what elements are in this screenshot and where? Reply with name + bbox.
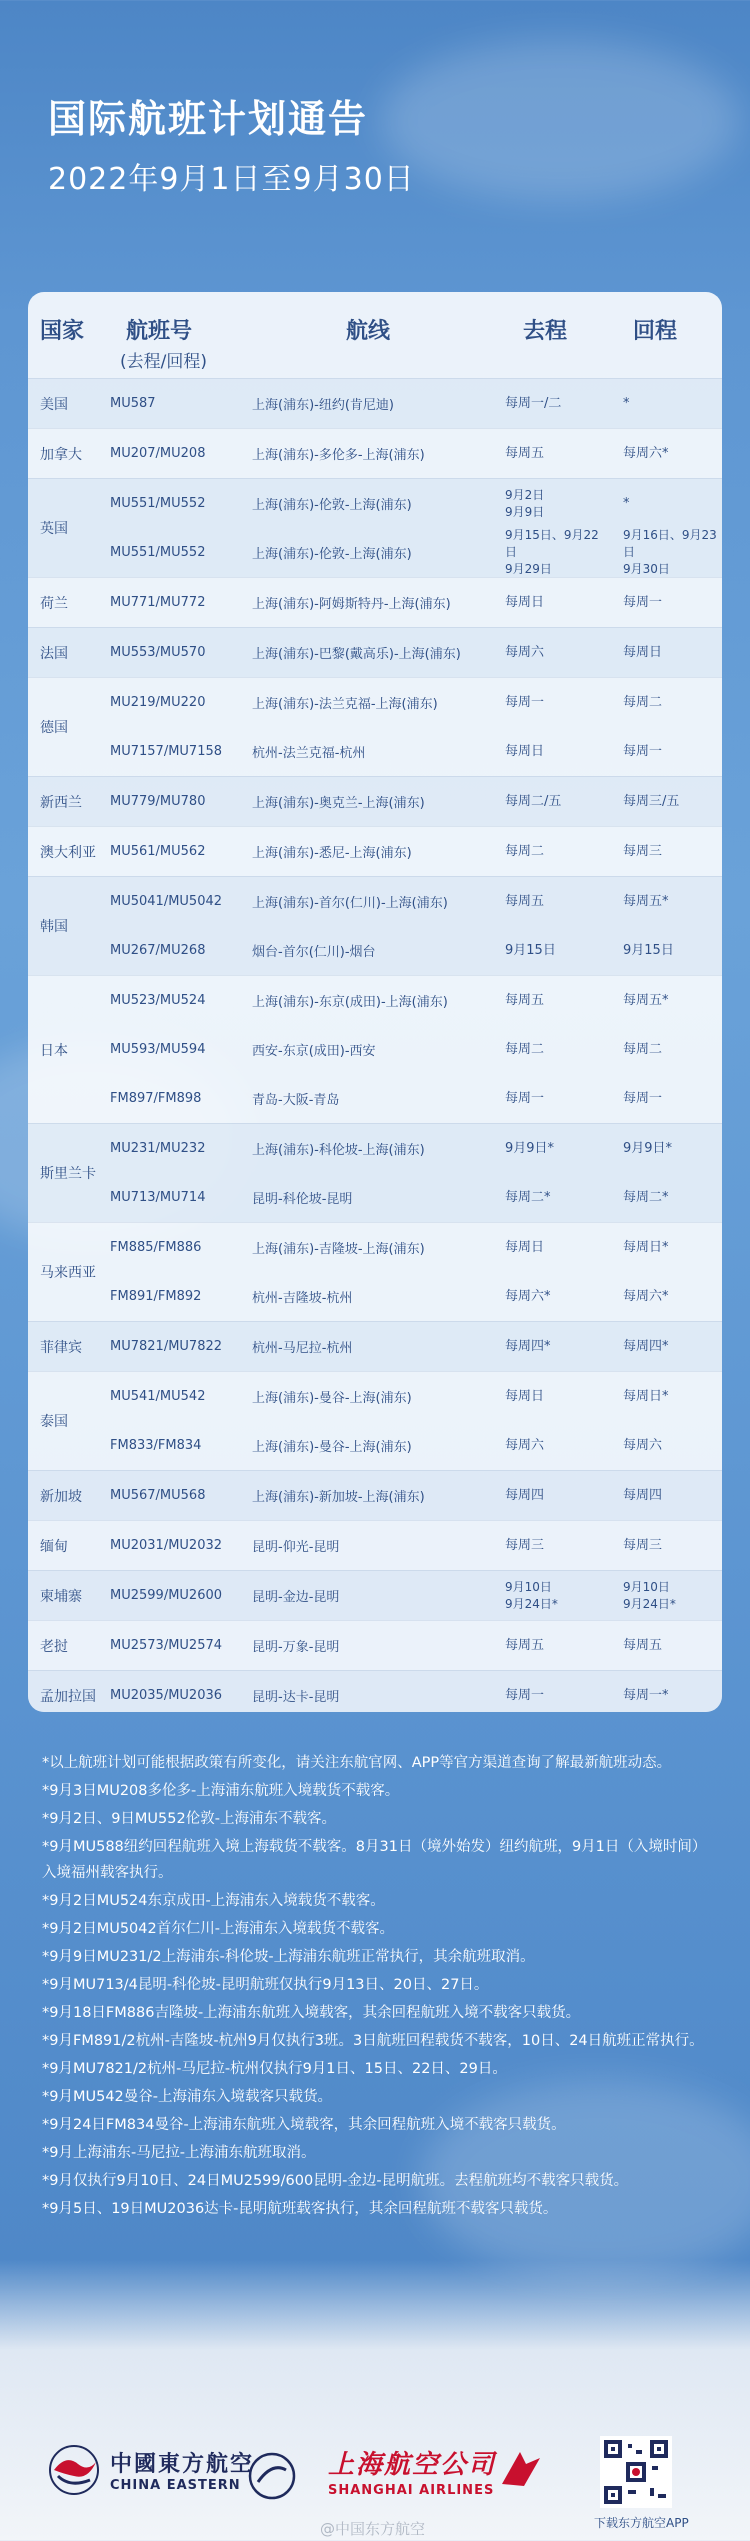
notes-section	[42, 1750, 712, 2224]
table-row	[100, 777, 722, 826]
country-group	[28, 1520, 722, 1570]
country-cell: 日本	[40, 1042, 68, 1059]
return-cell: 每周一*	[623, 1688, 669, 1703]
route-cell: 昆明-仰光-昆明	[252, 1540, 340, 1555]
ce-name-cn: 中國東方航空	[110, 2452, 255, 2477]
table-row	[100, 1471, 722, 1520]
note-item: *9月2日MU5042首尔仁川-上海浦东入境载货不载客。	[42, 1921, 394, 1937]
note-item: *9月5日、19日MU2036达卡-昆明航班载客执行，其余回程航班不载客只载货。	[42, 2201, 558, 2217]
flight-number-cell: MU551/MU552	[110, 545, 206, 560]
country-cell: 菲律宾	[40, 1339, 82, 1356]
country-cell: 韩国	[40, 919, 68, 935]
note-item: *9月24日FM834曼谷-上海浦东航班入境载客，其余回程航班入境不载客只载货。	[42, 2117, 566, 2133]
return-cell: 每周四*	[623, 1339, 669, 1354]
country-group	[28, 876, 722, 975]
date-range: 2022年9月1日至9月30日	[48, 162, 415, 197]
country-cell: 马来西亚	[40, 1265, 96, 1281]
route-cell: 杭州-法兰克福-杭州	[252, 746, 366, 761]
note-item: *9月MU542曼谷-上海浦东入境载客只载货。	[42, 2089, 333, 2105]
table-row	[100, 1322, 722, 1371]
country-group	[28, 1620, 722, 1670]
flight-number-cell: MU779/MU780	[110, 794, 206, 809]
outbound-cell: 9月2日 9月9日	[505, 487, 545, 519]
route-cell: 上海(浦东)-悉尼-上海(浦东)	[252, 846, 412, 861]
outbound-cell: 每周二	[505, 844, 545, 859]
outbound-cell: 每周一/二	[505, 396, 562, 411]
country-cell: 德国	[40, 720, 68, 736]
outbound-cell: 每周二*	[505, 1190, 551, 1205]
route-cell: 上海(浦东)-东京(成田)-上海(浦东)	[252, 995, 448, 1010]
sa-name-cn: 上海航空公司	[328, 2450, 497, 2480]
country-group	[28, 1570, 722, 1620]
table-row	[100, 976, 722, 1025]
ce-name-en: CHINA EASTERN	[110, 2478, 241, 2493]
flight-number-cell: MU587	[110, 396, 156, 411]
crane-logo-icon	[496, 2444, 544, 2492]
col-route: 航线	[346, 319, 391, 344]
note-item: *9月FM891/2杭州-吉隆坡-杭州9月仅执行3班。3日航班回程载货不载客，10日、24日航班正常执行。	[42, 2033, 704, 2049]
return-cell: 9月9日*	[623, 1141, 673, 1156]
col-return: 回程	[633, 319, 678, 344]
table-row	[100, 1671, 722, 1712]
country-cell: 法国	[40, 645, 68, 662]
outbound-cell: 每周一	[505, 1091, 545, 1106]
table-row	[100, 1074, 722, 1123]
country-group	[28, 776, 722, 826]
outbound-cell: 每周五	[505, 993, 545, 1008]
outbound-cell: 每周六*	[505, 1289, 551, 1304]
col-country: 国家	[40, 319, 85, 344]
page-header	[48, 96, 415, 198]
table-row	[100, 1272, 722, 1321]
flight-number-cell: MU567/MU568	[110, 1488, 206, 1503]
route-cell: 上海(浦东)-曼谷-上海(浦东)	[252, 1391, 412, 1406]
country-cell: 缅甸	[40, 1538, 68, 1555]
country-group	[28, 1222, 722, 1321]
cloud-decoration	[380, 40, 740, 200]
table-row	[100, 1372, 722, 1421]
table-row	[100, 678, 722, 727]
flight-number-cell: FM897/FM898	[110, 1091, 202, 1106]
outbound-cell: 每周二	[505, 1042, 545, 1057]
country-cell: 荷兰	[40, 595, 68, 612]
route-cell: 上海(浦东)-巴黎(戴高乐)-上海(浦东)	[252, 647, 461, 662]
table-row	[100, 727, 722, 776]
country-group	[28, 826, 722, 876]
country-group	[28, 627, 722, 677]
route-cell: 上海(浦东)-法兰克福-上海(浦东)	[252, 697, 438, 712]
outbound-cell: 每周六	[505, 1438, 545, 1453]
outbound-cell: 9月9日*	[505, 1141, 555, 1156]
flight-number-cell: MU2573/MU2574	[110, 1638, 223, 1653]
country-cell: 澳大利亚	[40, 844, 96, 861]
note-item: *9月上海浦东-马尼拉-上海浦东航班取消。	[42, 2145, 316, 2161]
flight-number-cell: MU7157/MU7158	[110, 744, 223, 759]
route-cell: 杭州-马尼拉-杭州	[252, 1341, 353, 1356]
country-cell: 柬埔寨	[40, 1588, 82, 1605]
outbound-cell: 每周五	[505, 446, 545, 461]
return-cell: 每周三	[623, 1538, 663, 1553]
return-cell: 每周一	[623, 1091, 663, 1106]
weibo-watermark: @中国东方航空	[320, 2520, 426, 2538]
outbound-cell: 每周四	[505, 1488, 545, 1503]
flight-number-cell: MU5041/MU5042	[110, 894, 223, 909]
outbound-cell: 每周五	[505, 1638, 545, 1653]
note-item: *以上航班计划可能根据政策有所变化，请关注东航官网、APP等官方渠道查询了解最新航班动态。	[42, 1755, 672, 1771]
note-item: *9月仅执行9月10日、24日MU2599/600昆明-金边-昆明航班。去程航班均不载客只载货。	[42, 2173, 629, 2189]
route-cell: 上海(浦东)-吉隆坡-上海(浦东)	[252, 1242, 425, 1257]
col-flight-label: 航班号	[126, 319, 193, 344]
route-cell: 上海(浦东)-曼谷-上海(浦东)	[252, 1440, 412, 1455]
outbound-cell: 每周二/五	[505, 794, 562, 809]
return-cell: 每周六*	[623, 446, 669, 461]
country-group	[28, 1123, 722, 1222]
flight-number-cell: FM891/FM892	[110, 1289, 202, 1304]
skyteam-logo-icon	[244, 2448, 300, 2504]
country-cell: 加拿大	[40, 446, 82, 463]
return-cell: 每周三/五	[623, 794, 680, 809]
country-group	[28, 428, 722, 478]
note-item: *9月3日MU208多伦多-上海浦东航班入境载货不载客。	[42, 1783, 400, 1799]
return-cell: 每周六*	[623, 1289, 669, 1304]
table-row	[100, 1621, 722, 1670]
flight-number-cell: MU2031/MU2032	[110, 1538, 223, 1553]
flight-number-cell: MU561/MU562	[110, 844, 206, 859]
route-cell: 昆明-科伦坡-昆明	[252, 1192, 353, 1207]
outbound-cell: 每周日	[505, 744, 545, 759]
shanghai-airlines-logo	[328, 2444, 496, 2498]
outbound-cell: 每周三	[505, 1538, 545, 1553]
table-row	[100, 1521, 722, 1570]
flight-number-cell: MU771/MU772	[110, 595, 206, 610]
flight-number-cell: MU523/MU524	[110, 993, 206, 1008]
route-cell: 西安-东京(成田)-西安	[252, 1044, 376, 1059]
flight-number-cell: MU551/MU552	[110, 496, 206, 511]
flight-number-cell: MU541/MU542	[110, 1389, 206, 1404]
outbound-cell: 9月15日、9月22日 9月29日	[505, 528, 599, 576]
note-item: *9月9日MU231/2上海浦东-科伦坡-上海浦东航班正常执行，其余航班取消。	[42, 1949, 535, 1965]
return-cell: *	[623, 496, 630, 511]
note-item: *9月18日FM886吉隆坡-上海浦东航班入境载客，其余回程航班入境不载客只载货。	[42, 2005, 581, 2021]
return-cell: 每周五*	[623, 894, 669, 909]
note-item: *9月MU7821/2杭州-马尼拉-杭州仅执行9月1日、15日、22日、29日。	[42, 2061, 507, 2077]
table-row	[100, 1025, 722, 1074]
swallow-logo-icon	[48, 2444, 100, 2496]
country-group	[28, 1470, 722, 1520]
route-cell: 青岛-大阪-青岛	[252, 1093, 340, 1108]
table-row	[100, 479, 722, 528]
country-cell: 斯里兰卡	[40, 1166, 96, 1182]
col-flight	[100, 314, 238, 372]
table-row	[100, 1571, 722, 1620]
table-body	[28, 378, 722, 1712]
flight-number-cell: MU713/MU714	[110, 1190, 206, 1205]
table-row	[100, 1173, 722, 1222]
route-cell: 昆明-金边-昆明	[252, 1590, 340, 1605]
app-qr-code[interactable]	[600, 2436, 672, 2508]
return-cell: 每周一	[623, 595, 663, 610]
table-row	[100, 877, 722, 926]
country-cell: 泰国	[40, 1414, 68, 1430]
flight-number-cell: MU2035/MU2036	[110, 1688, 223, 1703]
page-title: 国际航班计划通告	[48, 97, 369, 141]
country-cell: 老挝	[40, 1638, 68, 1655]
route-cell: 上海(浦东)-伦敦-上海(浦东)	[252, 547, 412, 562]
qr-label: 下载东方航空APP	[594, 2516, 689, 2530]
flight-schedule-table	[28, 292, 722, 1712]
return-cell: 每周二	[623, 695, 663, 710]
return-cell: 每周日*	[623, 1389, 669, 1404]
route-cell: 上海(浦东)-新加坡-上海(浦东)	[252, 1490, 425, 1505]
country-cell: 英国	[40, 521, 68, 537]
flight-number-cell: MU2599/MU2600	[110, 1588, 223, 1603]
country-cell: 新加坡	[40, 1488, 82, 1505]
flight-number-cell: MU219/MU220	[110, 695, 206, 710]
return-cell: 每周二	[623, 1042, 663, 1057]
return-cell: 每周四	[623, 1488, 663, 1503]
flight-number-cell: FM885/FM886	[110, 1240, 202, 1255]
note-item: *9月2日、9日MU552伦敦-上海浦东不载客。	[42, 1811, 336, 1827]
col-outbound: 去程	[523, 319, 568, 344]
country-group	[28, 975, 722, 1123]
outbound-cell: 每周四*	[505, 1339, 551, 1354]
outbound-cell: 每周日	[505, 1240, 545, 1255]
country-group	[28, 378, 722, 428]
country-cell: 美国	[40, 396, 68, 413]
table-row	[100, 429, 722, 478]
country-cell: 孟加拉国	[40, 1688, 96, 1705]
table-header	[28, 292, 722, 378]
table-row	[100, 1421, 722, 1470]
table-row	[100, 1124, 722, 1173]
qr-code-icon	[604, 2440, 668, 2504]
return-cell: *	[623, 396, 630, 411]
country-group	[28, 1321, 722, 1371]
table-row	[100, 379, 722, 428]
return-cell: 每周日*	[623, 1240, 669, 1255]
country-group	[28, 577, 722, 627]
table-row	[100, 578, 722, 627]
route-cell: 上海(浦东)-纽约(肯尼迪)	[252, 398, 394, 413]
flight-number-cell: MU207/MU208	[110, 446, 206, 461]
note-item: *9月2日MU524东京成田-上海浦东入境载货不载客。	[42, 1893, 385, 1909]
return-cell: 每周五*	[623, 993, 669, 1008]
flight-number-cell: MU267/MU268	[110, 943, 206, 958]
outbound-cell: 每周六	[505, 645, 545, 660]
return-cell: 每周六	[623, 1438, 663, 1453]
route-cell: 昆明-达卡-昆明	[252, 1690, 340, 1705]
table-row	[100, 926, 722, 975]
return-cell: 每周日	[623, 645, 663, 660]
route-cell: 上海(浦东)-首尔(仁川)-上海(浦东)	[252, 896, 448, 911]
return-cell: 每周三	[623, 844, 663, 859]
return-cell: 每周二*	[623, 1190, 669, 1205]
return-cell: 9月10日 9月24日*	[623, 1579, 676, 1611]
outbound-cell: 每周日	[505, 595, 545, 610]
return-cell: 9月15日	[623, 943, 674, 958]
table-row	[100, 628, 722, 677]
route-cell: 上海(浦东)-多伦多-上海(浦东)	[252, 448, 425, 463]
country-group	[28, 1670, 722, 1712]
route-cell: 杭州-吉隆坡-杭州	[252, 1291, 353, 1306]
return-cell: 9月16日、9月23日 9月30日	[623, 528, 717, 576]
table-row	[100, 1223, 722, 1272]
sa-name-en: SHANGHAI AIRLINES	[328, 2483, 495, 2498]
flight-number-cell: MU553/MU570	[110, 645, 206, 660]
route-cell: 上海(浦东)-科伦坡-上海(浦东)	[252, 1143, 425, 1158]
note-item: *9月MU713/4昆明-科伦坡-昆明航班仅执行9月13日、20日、27日。	[42, 1977, 489, 1993]
route-cell: 上海(浦东)-阿姆斯特丹-上海(浦东)	[252, 597, 451, 612]
return-cell: 每周一	[623, 744, 663, 759]
country-group	[28, 478, 722, 577]
route-cell: 上海(浦东)-奥克兰-上海(浦东)	[252, 796, 425, 811]
outbound-cell: 每周日	[505, 1389, 545, 1404]
table-row	[100, 528, 722, 577]
flight-number-cell: MU7821/MU7822	[110, 1339, 223, 1354]
flight-number-cell: MU593/MU594	[110, 1042, 206, 1057]
note-item: *9月MU588纽约回程航班入境上海载货不载客。8月31日（境外始发）纽约航班，9月1日（入境时间）入境福州载客执行。	[42, 1839, 707, 1881]
country-cell: 新西兰	[40, 794, 82, 811]
country-group	[28, 1371, 722, 1470]
route-cell: 烟台-首尔(仁川)-烟台	[252, 945, 376, 960]
flight-number-cell: FM833/FM834	[110, 1438, 202, 1453]
outbound-cell: 每周五	[505, 894, 545, 909]
table-row	[100, 827, 722, 876]
route-cell: 上海(浦东)-伦敦-上海(浦东)	[252, 498, 412, 513]
country-group	[28, 677, 722, 776]
outbound-cell: 每周一	[505, 695, 545, 710]
flight-number-cell: MU231/MU232	[110, 1141, 206, 1156]
return-cell: 每周五	[623, 1638, 663, 1653]
col-flight-sub: (去程/回程)	[120, 352, 207, 372]
route-cell: 昆明-万象-昆明	[252, 1640, 340, 1655]
outbound-cell: 9月10日 9月24日*	[505, 1579, 558, 1611]
china-eastern-logo	[48, 2444, 254, 2496]
outbound-cell: 每周一	[505, 1688, 545, 1703]
footer	[0, 2430, 750, 2541]
outbound-cell: 9月15日	[505, 943, 556, 958]
